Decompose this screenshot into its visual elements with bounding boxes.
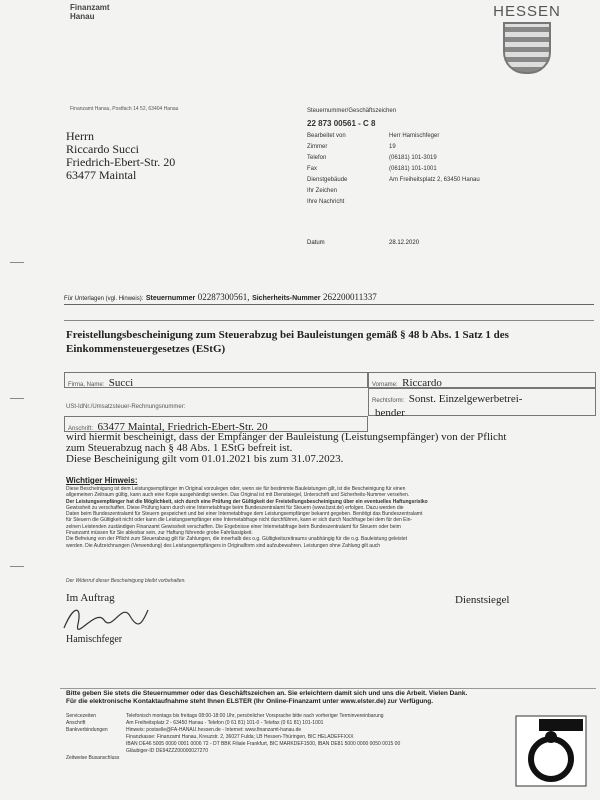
footer-value: Gläubiger-ID DE94ZZZ00000027270 <box>126 748 208 754</box>
ref-value: 22 873 00561 - C 8 <box>307 119 376 128</box>
hint-text <box>66 486 592 549</box>
date-row <box>307 240 419 246</box>
anschrift-label: Anschrift: <box>68 426 94 432</box>
rechtsform-value-cont: bender <box>375 407 405 419</box>
signer-name: Hamischfeger <box>66 634 123 645</box>
rechtsform-field <box>368 388 596 419</box>
im-auftrag: Im Auftrag <box>66 592 115 604</box>
recipient-street: Friedrich-Ebert-Str. 20 <box>66 155 176 169</box>
hint-line: Finanzamt müssen für Sie ablesbar sein, zur Haftung führende grobe Fahrlässigkeit. <box>66 530 253 537</box>
certificate-body <box>66 432 507 465</box>
meta-key: Bearbeitet von <box>307 133 346 139</box>
footer-key: Servicezeiten <box>66 713 97 719</box>
notice-line: Für die elektronische Kontaktaufnahme steht Ihnen ELSTER (Ihr Online-Finanzamt unter www.elster.de) zur Verfügung. <box>66 698 434 705</box>
dienstsiegel: Dienstsiegel <box>455 594 510 606</box>
fold-mark <box>10 566 24 567</box>
footer-value: Telefonisch montags bis freitags 08:00-18:00 Uhr, persönlicher Vorsprache bitte nach vorheriger Terminvereinbarung <box>126 713 384 719</box>
rechtsform-label: Rechtsform: <box>372 398 405 404</box>
state-name: HESSEN <box>493 3 561 20</box>
revocation-note: Der Widerruf dieser Bescheinigung bleibt vorbehalten. <box>66 578 186 584</box>
meta-key: Ihr Zeichen <box>307 188 338 194</box>
hint-line: zelnen Leistenden zuständigen Finanzamt Gewissheit verschaffen. Die Ergebnisse einer Internetabfrage beim Bundeszentralamt für Steuern oder beim <box>66 523 401 530</box>
footer-divider <box>60 688 596 689</box>
body-line: Diese Bescheinigung gilt vom 01.01.2021 bis zum 31.07.2023. <box>66 453 344 465</box>
meta-key: Telefon <box>307 155 327 161</box>
recipient-address <box>66 130 175 182</box>
fold-mark <box>10 398 24 399</box>
ust-label: USt-IdNr./Umsatzsteuer-Rechnungsnummer: <box>66 404 186 410</box>
state-emblem <box>492 3 562 74</box>
hint-line: allgemeinen Zeitraum gültig, kann auch eine Kopie ausgehändigt werden. Das Original ist mit Dienstsiegel, Unterschrift und Sicherheits-Nummer versehen. <box>66 492 410 499</box>
vorname-label: Vorname: <box>372 382 398 388</box>
office-name <box>70 3 110 21</box>
hint-line: Gewissheit zu verschaffen. Diese Prüfung kann durch eine Internetabfrage beim Bundeszentralamt für Steuern (www.bzst.de) erfolgen. Dazu werden die <box>66 504 404 511</box>
meta-key: Fax <box>307 166 318 172</box>
footer-key: Bankverbindungen <box>66 727 108 733</box>
firma-value: Succi <box>108 377 134 389</box>
vorname-value: Riccardo <box>402 377 442 389</box>
hint-line: für Steuern die Gültigkeit nicht oder kann die Leistungsempfänger eine Internetabfrage nicht durchführen, kann er sich durch Nachfrage bei dem für den Ein- <box>66 517 413 524</box>
signature-icon <box>60 598 150 638</box>
accessibility-logo-icon <box>515 715 587 787</box>
hint-line: Diese Bescheinigung ist dem Leistungsempfänger im Original vorzulegen oder, wenn sie für bestimmte Bauleistungen gilt, ist die Bescheinigung für einen <box>66 486 406 492</box>
footer-key: Anschrift <box>66 720 86 726</box>
rechtsform-value: Sonst. Einzelgewerbetrei- <box>408 393 523 405</box>
vorname-field <box>368 372 596 388</box>
office-line2: Hanau <box>70 12 95 21</box>
contact-notice <box>66 690 596 706</box>
footer-key: Zeitweise Busanschluss <box>66 755 120 761</box>
divider <box>64 320 594 321</box>
hint-line: Die Befreiung von der Pflicht zum Steuerabzug gilt für Zahlungen, die innerhalb des o.g. Gültigkeitszeitraums unabhängig für die o.g. Bauleistung geleistet <box>66 536 408 543</box>
hint-line: Der Leistungsempfänger hat die Möglichkeit, sich durch eine Prüfung der Gültigkeit der Freistellungsbescheinigung über ein eventuelles Haftungsrisiko <box>66 498 428 505</box>
footer-value: Am Freiheitsplatz 2 - 63450 Hanau - Telefon (0 61 81) 101-0 - Telefax (0 61 81) 101-1001 <box>126 720 324 726</box>
hint-line: werden. Die Aufzeichnungen (Verwendung) des Leistungsempfängers in Originalform sind aufzubewahren. Leistungen ohne Zahlung gilt auch <box>66 542 381 549</box>
meta-value: Am Freiheitsplatz 2, 63450 Hanau <box>389 177 480 183</box>
meta-value: 19 <box>389 144 396 150</box>
date-value: 28.12.2020 <box>389 240 420 246</box>
anschrift-value: 63477 Maintal, Friedrich-Ebert-Str. 20 <box>97 421 268 433</box>
meta-key: Zimmer <box>307 144 328 150</box>
fold-mark <box>10 262 24 263</box>
coat-of-arms-icon <box>503 22 551 74</box>
sender-line: Finanzamt Hanau, Postfach 14 52, 63404 Hanau <box>70 106 179 112</box>
meta-value: (06181) 101-1001 <box>389 166 437 172</box>
body-line: zum Steuerabzug nach § 48 Abs. 1 EStG befreit ist. <box>66 442 293 454</box>
firma-label: Firma, Name: <box>68 382 105 388</box>
reference-block <box>307 106 480 208</box>
stnr-value: 02287300561, <box>197 292 250 302</box>
sicher-label: Sicherheits-Nummer <box>252 295 321 302</box>
footer-info <box>66 713 506 762</box>
meta-key: Dienstgebäude <box>307 177 348 183</box>
body-line: wird hiermit bescheinigt, dass der Empfänger der Bauleistung (Leistungsempfänger) von der Pflicht <box>66 431 507 443</box>
meta-value: Herr Hamischfeger <box>389 133 440 139</box>
notice-line: Bitte geben Sie stets die Steuernummer oder das Geschäftszeichen an. Sie erleichtern damit sich und uns die Arbeit. Vielen Dank. <box>66 690 468 697</box>
stnr-label: Steuernummer <box>145 295 196 302</box>
tax-prefix: Für Unterlagen (vgl. Hinweis): <box>64 296 144 302</box>
date-label: Datum <box>307 240 325 246</box>
footer-value: Hinweis: postselle@FA-HANAU.hessen.de - Internet: www.finanzamt-hanau.de <box>126 727 302 733</box>
hint-title: Wichtiger Hinweis: <box>66 476 138 485</box>
office-line1: Finanzamt <box>70 3 110 12</box>
tax-number-line <box>64 292 594 305</box>
sicher-value: 262200011337 <box>323 292 377 302</box>
ref-label: Steuernummer/Geschäftszeichen <box>307 108 397 114</box>
recipient-salutation: Herrn <box>66 129 94 143</box>
hint-line: Daten beim Bundeszentralamt für Steuern gespeichert und bei einer Internetabfrage dem Leistungsempfänger bekannt gegeben. Benötigt das Bundeszentralamt <box>66 511 423 518</box>
recipient-name: Riccardo Succi <box>66 142 139 156</box>
anschrift-field <box>64 416 368 432</box>
recipient-city: 63477 Maintal <box>66 168 137 182</box>
footer-value: IBAN DE46 5005 0000 0001 0006 72 - DT BBK Filiale Frankfurt, BIC MARKDEF1500, IBAN DE81 5000 0000 0050 0015 00 <box>126 741 401 747</box>
meta-key: Ihre Nachricht <box>307 199 345 205</box>
meta-value: (06181) 101-3019 <box>389 155 437 161</box>
footer-value: Finanzkasse: Finanzamt Hanau, Kreuzstr. 2, 36027 Fulda; LB Hessen-Thüringen, BIC HELADEFFXXX <box>126 734 354 740</box>
firma-field <box>64 372 368 388</box>
certificate-heading: Freistellungsbescheinigung zum Steuerabzug bei Bauleistungen gemäß § 48 b Abs. 1 Satz 1 des Einkommensteuergesetzes (EStG) <box>66 329 509 355</box>
